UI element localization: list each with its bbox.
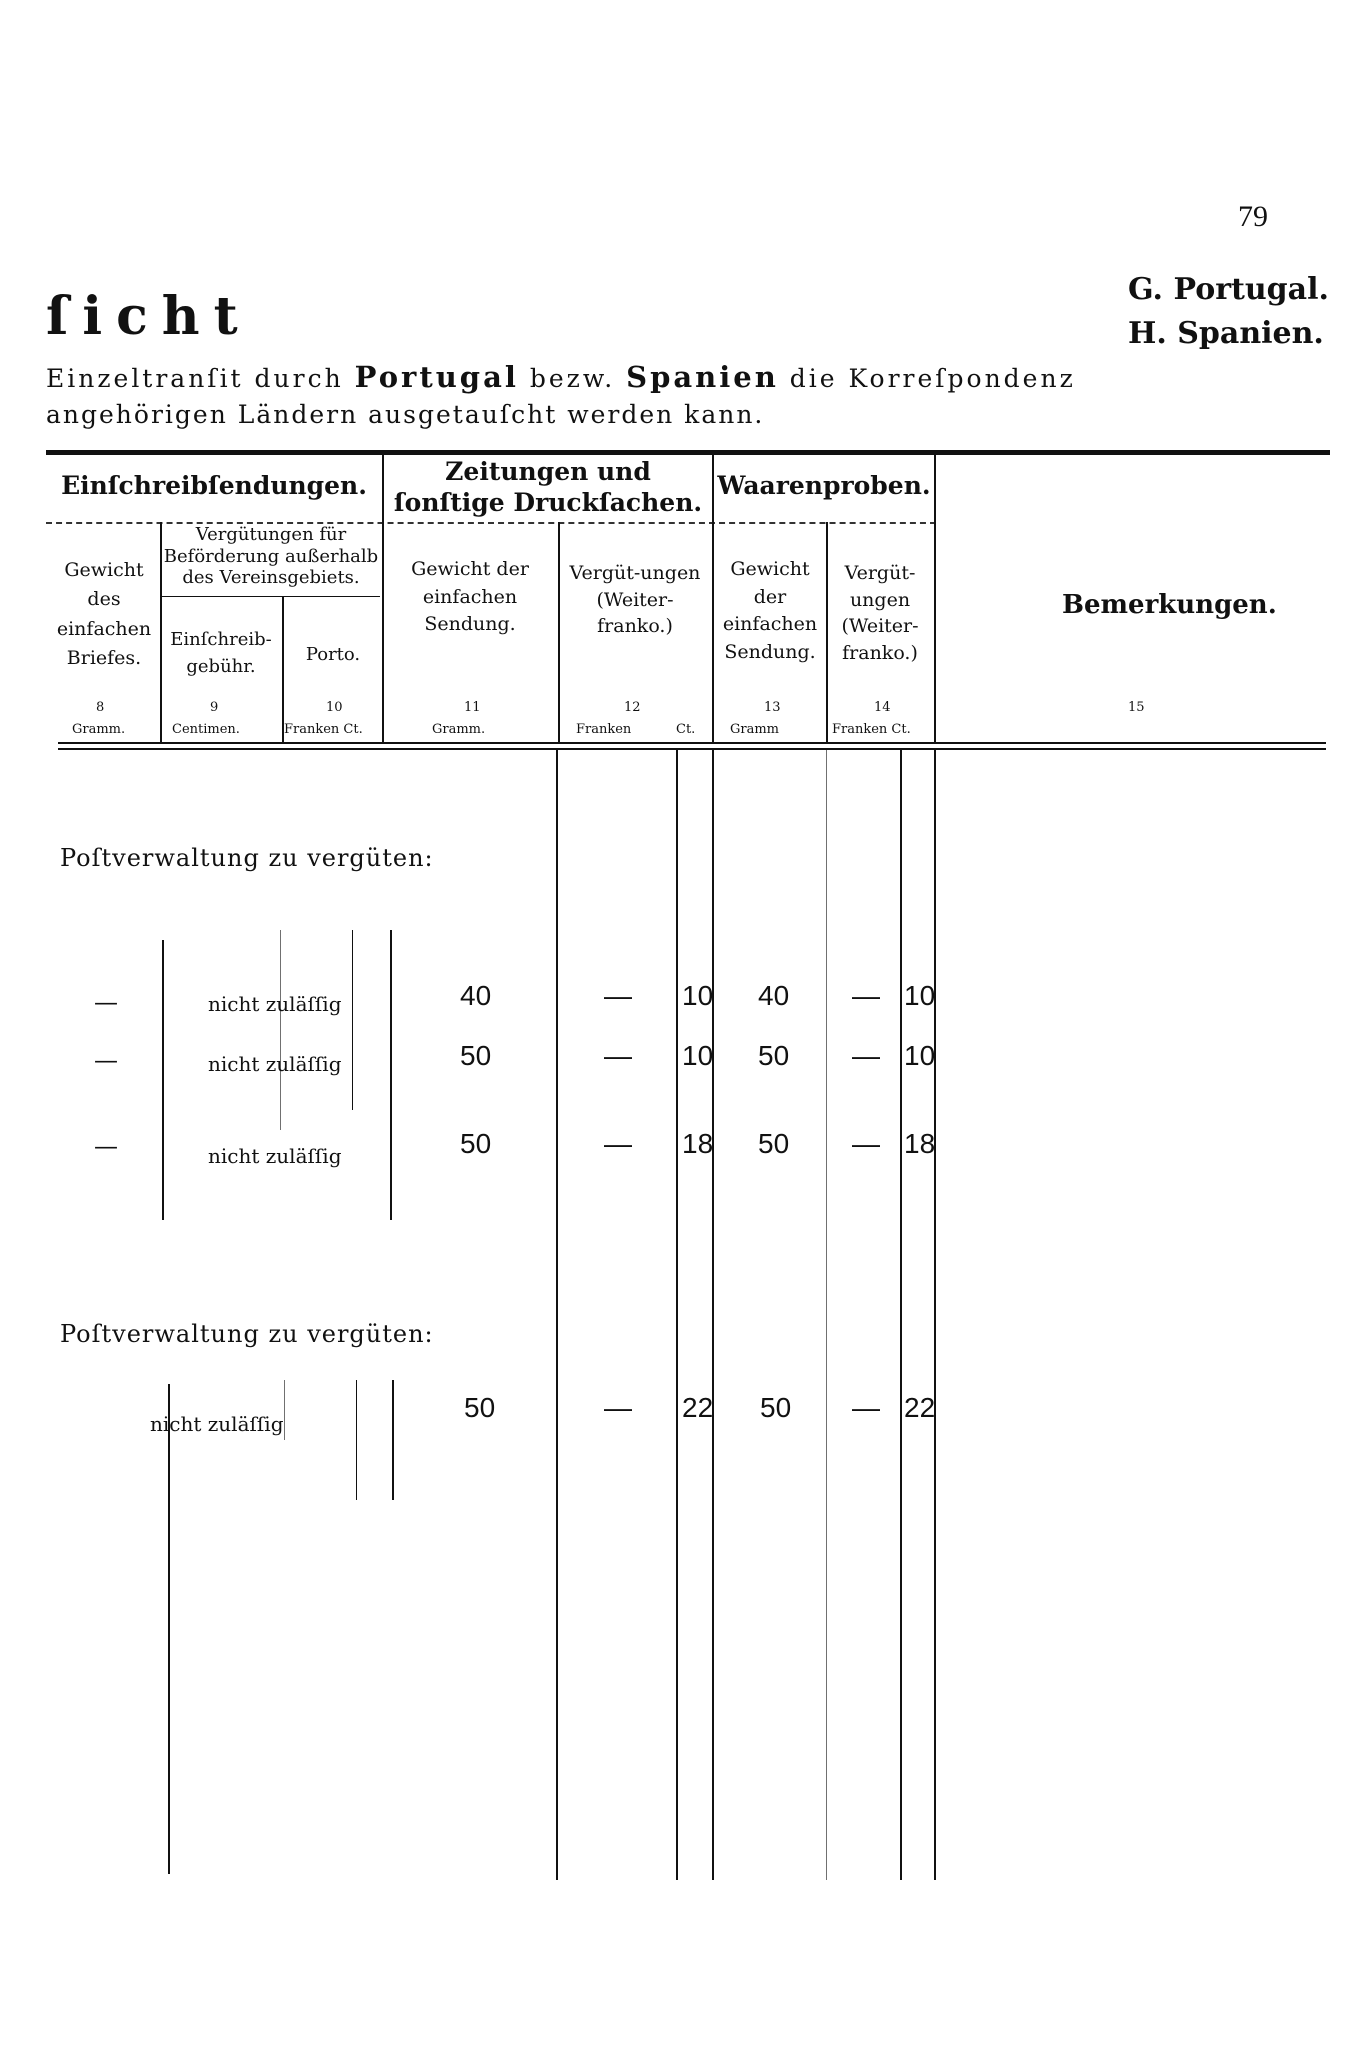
s1-row1-c12c: 10 [682,980,714,1011]
group-einschreibsendungen: Einſchreibſendungen. [61,471,367,500]
s2-row1-c11: 50 [464,1392,496,1423]
subtitle-spanien: Spanien [626,360,779,394]
col-number-15: 15 [1128,700,1145,715]
heading-fragment: ſicht [46,286,252,347]
col-number-14: 14 [874,700,891,715]
subtitle-post: die Korreſpondenz [789,364,1076,393]
group-waarenproben: Waarenproben. [717,471,931,500]
col11-header: Gewicht der einfachen Sendung. [411,558,529,636]
header-divider-e [712,452,714,744]
s1-row2-c9-10: nicht zuläſſig [208,1052,342,1076]
body-line-12-split [676,750,678,1880]
subtitle-line-1 [46,360,1076,394]
col-number-9: 9 [210,700,219,715]
header-divider-d [558,522,560,744]
s1-row1-c11: 40 [460,980,492,1011]
col-number-8: 8 [96,700,105,715]
unit-col12-franken: Franken [576,722,632,737]
group-zeitungen: Zeitungen und ſonſtige Druckſachen. [393,457,703,518]
header-bottom-rule-2 [58,748,1326,750]
col14-header: Vergüt-ungen (Weiter-franko.) [841,562,919,664]
col-number-13: 13 [764,700,781,715]
unit-col10: Franken Ct. [284,722,363,737]
s1-row3-c12f: — [604,1128,632,1159]
col13-header: Gewicht der einfachen Sendung. [722,558,818,663]
s2-rule-d [392,1380,394,1500]
body-line-11-left [556,750,558,1880]
s2-row1-c9-10: nicht zuläſſig [150,1412,284,1436]
s1-rule-c [352,930,353,1110]
s1-row2-c13: 50 [758,1040,790,1071]
col10-header: Porto. [305,644,361,665]
s1-row2-c12c: 10 [682,1040,714,1071]
s1-row3-c14f: — [852,1128,880,1159]
s1-row2-c14c: 10 [904,1040,936,1071]
col-number-11: 11 [464,700,481,715]
header-divider-g [934,452,936,744]
s1-row1-c13: 40 [758,980,790,1011]
s1-rule-d [390,930,392,1220]
body-line-14-left [826,750,827,1880]
s1-rule-b [280,930,281,1130]
s1-row1-c8: — [94,988,118,1016]
col9-header: Einſchreib-gebühr. [170,629,272,677]
col8-header: Gewicht des einfachen Briefes. [56,559,152,670]
s1-row2-c12f: — [604,1040,632,1071]
s1-row1-c14c: 10 [904,980,936,1011]
header-bottom-rule-1 [58,742,1326,744]
unit-col13: Gramm [730,722,780,737]
body-line-13-left [712,750,714,1880]
s1-row1-c12f: — [604,980,632,1011]
subtitle-portugal: Portugal [354,360,519,394]
section-2-label: Poſtverwaltung zu vergüten: [60,1320,434,1348]
s2-rule-c [356,1380,357,1500]
header-divider-c [382,452,384,744]
table-top-rule [46,450,1330,455]
s1-rule-a [162,940,164,1220]
unit-col9: Centimen. [172,722,240,737]
subtitle-line-2: angehörigen Ländern ausgetauſcht werden kann. [46,400,765,429]
unit-col12-ct: Ct. [676,722,696,737]
s1-row3-c14c: 18 [904,1128,936,1159]
subgroup-header: Vergütungen für Beförderung außerhalb des Vereinsgebiets. [163,524,379,589]
s1-row3-c9-10: nicht zuläſſig [208,1144,342,1168]
s1-row3-c12c: 18 [682,1128,714,1159]
heading-portugal: G. Portugal. [1128,272,1329,307]
heading-spanien: H. Spanien. [1128,316,1324,351]
s2-row1-c12f: — [604,1392,632,1423]
s2-row1-c13: 50 [760,1392,792,1423]
s2-row1-c14f: — [852,1392,880,1423]
s1-row1-c9-10: nicht zuläſſig [208,992,342,1016]
unit-col11: Gramm. [432,722,486,737]
unit-col8: Gramm. [72,722,126,737]
page-number: 79 [1238,200,1268,233]
s1-row3-c8: — [94,1132,118,1160]
s1-row2-c8: — [94,1046,118,1074]
body-line-14-split [900,750,902,1880]
s1-row3-c13: 50 [758,1128,790,1159]
body-line-15-left [934,750,936,1880]
s1-row2-c11: 50 [460,1040,492,1071]
s1-row3-c11: 50 [460,1128,492,1159]
unit-col14: Franken Ct. [832,722,911,737]
s2-row1-c12c: 22 [682,1392,714,1423]
subtitle-pre: Einzeltranſit durch [46,364,344,393]
subtitle-mid: bezw. [529,364,616,393]
s1-row1-c14f: — [852,980,880,1011]
s2-row1-c14c: 22 [904,1392,936,1423]
s2-rule-b [284,1380,285,1440]
col12-header: Vergüt-ungen (Weiter-franko.) [569,562,701,638]
s1-row2-c14f: — [852,1040,880,1071]
col-number-12: 12 [624,700,641,715]
subgroup-rule [160,596,380,597]
s2-rule-a [168,1384,170,1874]
col-number-10: 10 [326,700,343,715]
section-1-label: Poſtverwaltung zu vergüten: [60,844,434,872]
col15-header: Bemerkungen. [1062,590,1277,620]
